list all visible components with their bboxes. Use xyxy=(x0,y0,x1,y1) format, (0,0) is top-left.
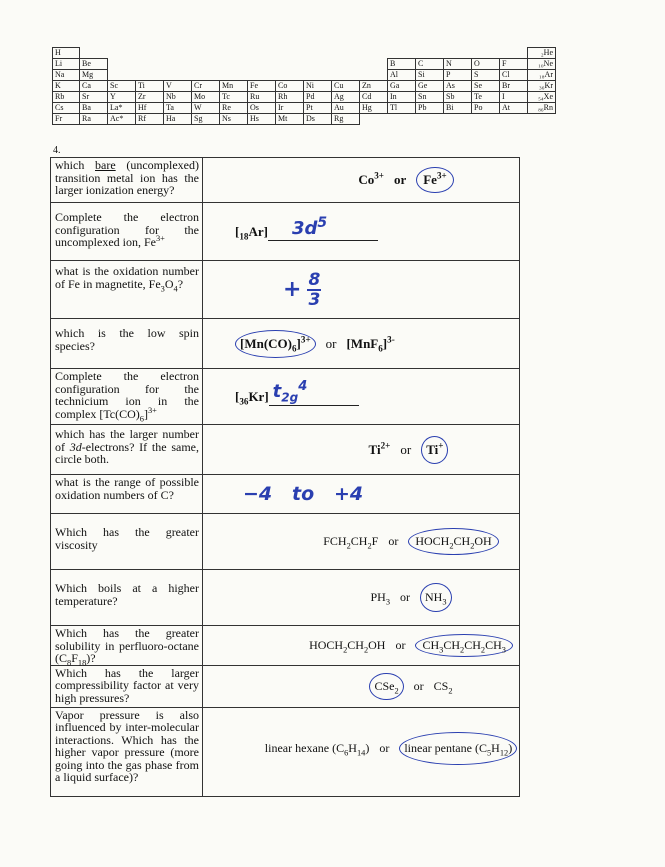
element-cell: Ns xyxy=(220,114,248,125)
element-cell: Bi xyxy=(444,103,472,114)
element-cell: Ba xyxy=(80,103,108,114)
table-row xyxy=(51,261,520,319)
ptable-row-1 xyxy=(53,48,556,59)
periodic-table xyxy=(52,47,556,125)
circled-answer: linear pentane $(C_5H_{12})$ xyxy=(399,732,517,765)
answer-cell: $[_{36}Kr]$ $t_{2g}^4$ xyxy=(203,369,520,425)
handwritten-answer: −4 to +4 xyxy=(243,483,364,505)
element-cell: Cr xyxy=(192,81,220,92)
element-cell: Ds xyxy=(304,114,332,125)
element-cell: Se xyxy=(472,81,500,92)
choice-1: $Co^{3+}$ xyxy=(358,170,384,187)
element-cell: Ha xyxy=(164,114,192,125)
element-cell: Re xyxy=(220,103,248,114)
element-cell: Ru xyxy=(248,92,276,103)
element-cell: Fe xyxy=(248,81,276,92)
question-number: 4. xyxy=(53,145,61,156)
element-cell: ₁₀Ne xyxy=(528,59,556,70)
element-cell: Br xyxy=(500,81,528,92)
element-cell: Os xyxy=(248,103,276,114)
answer-cell xyxy=(203,319,520,369)
choice-2: $CS_2$ xyxy=(433,678,453,695)
element-cell: Rg xyxy=(332,114,360,125)
or-label: or xyxy=(393,172,407,187)
element-cell: Rh xyxy=(276,92,304,103)
ptable-row-6 xyxy=(53,103,556,114)
table-row xyxy=(51,425,520,475)
or-label: or xyxy=(395,637,406,652)
ptable-row-5 xyxy=(53,92,556,103)
element-cell: Na xyxy=(53,70,80,81)
table-row xyxy=(51,475,520,514)
element-cell: Cl xyxy=(500,70,528,81)
element-cell: ₂He xyxy=(528,48,556,59)
question-text: what is the range of possible oxidation numbers of C? xyxy=(51,475,203,514)
element-cell: Al xyxy=(388,70,416,81)
element-cell: ₅₄Xe xyxy=(528,92,556,103)
element-cell: Li xyxy=(53,59,80,70)
element-cell: O xyxy=(472,59,500,70)
answer-cell xyxy=(203,626,520,666)
circled-answer: $Fe^{3+}$ xyxy=(416,167,453,193)
element-cell: H xyxy=(53,48,80,59)
element-cell: Mn xyxy=(220,81,248,92)
or-label: or xyxy=(400,590,410,604)
table-row xyxy=(51,158,520,203)
element-cell: Mo xyxy=(192,92,220,103)
element-cell: Co xyxy=(276,81,304,92)
element-cell: Sb xyxy=(444,92,472,103)
answer-cell xyxy=(203,158,520,203)
element-cell: Po xyxy=(472,103,500,114)
answer-cell xyxy=(203,261,520,319)
element-cell: At xyxy=(500,103,528,114)
element-cell: Pd xyxy=(304,92,332,103)
element-cell: Tc xyxy=(220,92,248,103)
or-label: or xyxy=(388,534,399,548)
question-text: which is the low spin species? xyxy=(51,319,203,369)
element-cell: B xyxy=(388,59,416,70)
choice-1: $PH_3$ xyxy=(370,590,390,607)
choice-1: $HOCH_2CH_2OH$ xyxy=(309,637,386,655)
element-cell: Rb xyxy=(53,92,80,103)
answer-cell xyxy=(203,514,520,570)
element-cell: Hf xyxy=(136,103,164,114)
element-cell: Y xyxy=(108,92,136,103)
element-cell: C xyxy=(416,59,444,70)
element-cell: Pt xyxy=(304,103,332,114)
ptable-row-2 xyxy=(53,59,556,70)
question-text: Which boils at a higher temperature? xyxy=(51,570,203,626)
handwritten-answer: + 8 3 xyxy=(283,269,321,310)
element-cell: Sc xyxy=(108,81,136,92)
table-row xyxy=(51,626,520,666)
element-cell: Ti xyxy=(136,81,164,92)
question-text: which bare (uncomplexed) transition metal ion has the larger ionization energy? xyxy=(51,158,203,203)
handwritten-answer: $3d^5$ xyxy=(291,215,328,239)
element-cell: Si xyxy=(416,70,444,81)
element-cell: Ga xyxy=(388,81,416,92)
element-cell: Hs xyxy=(248,114,276,125)
choice-1: $Ti^{2+}$ xyxy=(368,440,391,457)
element-cell: Zn xyxy=(360,81,388,92)
element-cell: Ir xyxy=(276,103,304,114)
element-cell: Ra xyxy=(80,114,108,125)
circled-answer: $CH_3CH_2CH_2CH_3$ xyxy=(415,634,512,657)
element-cell: Sr xyxy=(80,92,108,103)
element-cell: Mg xyxy=(80,70,108,81)
element-cell: Ca xyxy=(80,81,108,92)
element-cell: Ni xyxy=(304,81,332,92)
element-cell: ₃₆Kr xyxy=(528,81,556,92)
element-cell: K xyxy=(53,81,80,92)
element-cell: Sn xyxy=(416,92,444,103)
table-row xyxy=(51,570,520,626)
element-cell: Hg xyxy=(360,103,388,114)
circled-answer: $NH_3$ xyxy=(420,583,452,612)
choice-1: linear hexane $(C_6H_{14})$ xyxy=(264,741,370,758)
ptable-row-3 xyxy=(53,70,556,81)
element-cell: Fr xyxy=(53,114,80,125)
question-text: Which has the greater viscosity xyxy=(51,514,203,570)
answer-cell xyxy=(203,425,520,475)
element-cell: ₈₆Rn xyxy=(528,103,556,114)
question-text: Complete the electron configuration for the uncomplexed ion, $Fe^{3+}$ xyxy=(51,203,203,261)
element-cell: P xyxy=(444,70,472,81)
element-cell: N xyxy=(444,59,472,70)
or-label: or xyxy=(379,741,390,755)
element-cell: Be xyxy=(80,59,108,70)
element-cell: La* xyxy=(108,103,136,114)
or-label: or xyxy=(413,678,424,693)
element-cell: Ag xyxy=(332,92,360,103)
element-cell: S xyxy=(472,70,500,81)
element-cell: Rf xyxy=(136,114,164,125)
question-table xyxy=(50,157,520,797)
choice-2: $[MnF_6]^{3-}$ xyxy=(346,334,395,354)
element-cell: ₁₈Ar xyxy=(528,70,556,81)
question-text: Vapor pressure is also influenced by inter-molecular interactions. Which has the higher vapor pressure (more going into the gas phase from a liquid surface)? xyxy=(51,707,203,796)
element-cell: Mt xyxy=(276,114,304,125)
choice-1: $FCH_2CH_2F$ xyxy=(323,534,379,551)
ptable-row-4 xyxy=(53,81,556,92)
element-cell: F xyxy=(500,59,528,70)
table-row xyxy=(51,707,520,796)
circled-answer: CSe$_2$ xyxy=(369,673,403,700)
or-label: or xyxy=(325,335,337,351)
answer-cell xyxy=(203,570,520,626)
ptable-row-7 xyxy=(53,114,556,125)
question-text: what is the oxidation number of Fe in magnetite, $Fe_3O_4$? xyxy=(51,261,203,319)
element-cell: Te xyxy=(472,92,500,103)
question-text: Which has the larger compressibility factor at very high pressures? xyxy=(51,665,203,707)
element-cell: Cu xyxy=(332,81,360,92)
answer-cell xyxy=(203,707,520,796)
element-cell: Cs xyxy=(53,103,80,114)
handwritten-answer: $t_{2g}^4$ xyxy=(272,379,308,405)
answer-cell xyxy=(203,475,520,514)
table-row xyxy=(51,369,520,425)
element-cell: W xyxy=(192,103,220,114)
element-cell: I xyxy=(500,92,528,103)
table-row xyxy=(51,514,520,570)
element-cell: V xyxy=(164,81,192,92)
circled-answer: $HOCH_2CH_2OH$ xyxy=(408,528,498,555)
element-cell: Au xyxy=(332,103,360,114)
element-cell: In xyxy=(388,92,416,103)
element-cell: Zr xyxy=(136,92,164,103)
table-row xyxy=(51,203,520,261)
element-cell: Ge xyxy=(416,81,444,92)
circled-answer: $[Mn(CO)_6]^{3+}$ xyxy=(235,330,316,358)
element-cell: Nb xyxy=(164,92,192,103)
or-label: or xyxy=(400,441,412,457)
question-text: Complete the electron configuration for the technicium ion in the complex $[Tc(CO)_6]^{3+}$ xyxy=(51,369,203,425)
answer-cell: $[_{18}Ar]$ $3d^5$ xyxy=(203,203,520,261)
element-cell: Cd xyxy=(360,92,388,103)
element-cell: Pb xyxy=(416,103,444,114)
element-cell: Tl xyxy=(388,103,416,114)
element-cell: As xyxy=(444,81,472,92)
table-row xyxy=(51,319,520,369)
circled-answer: Ti+ xyxy=(421,436,448,464)
element-cell: Ta xyxy=(164,103,192,114)
element-cell: Ac* xyxy=(108,114,136,125)
question-text: Which has the greater solubility in perfluoro-octane $(C_8F_{18})$? xyxy=(51,626,203,666)
question-text: which has the larger number of 3d-electrons? If the same, circle both. xyxy=(51,425,203,475)
element-cell: Sg xyxy=(192,114,220,125)
